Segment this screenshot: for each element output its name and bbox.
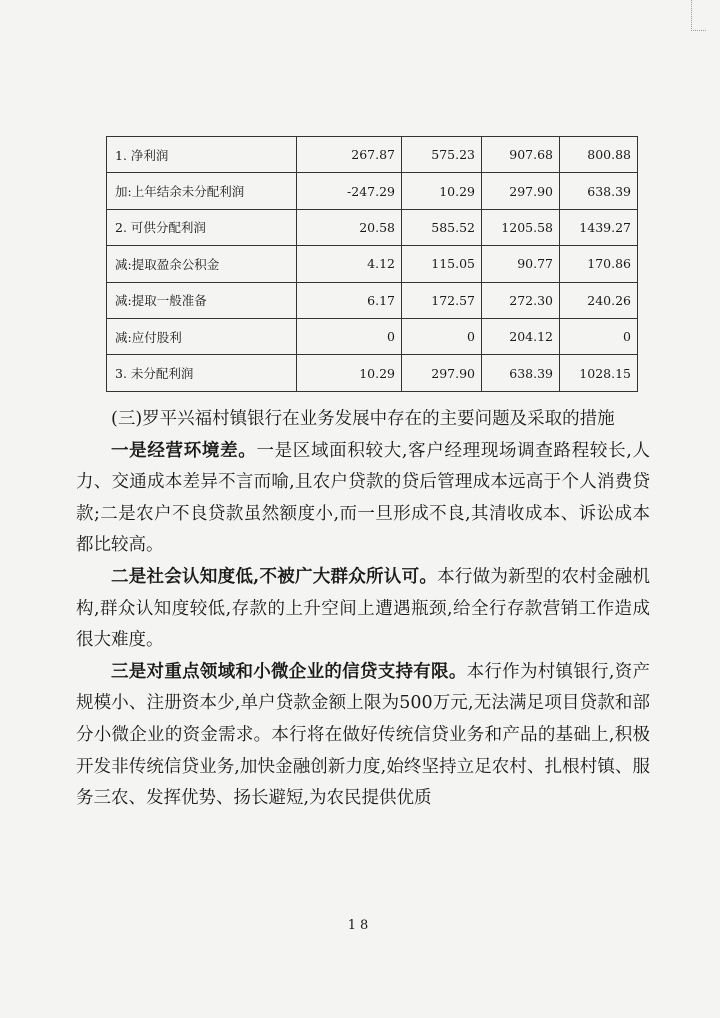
cell-value: 638.39 xyxy=(560,173,638,209)
table-row xyxy=(107,209,638,245)
section-heading: (三)罗平兴福村镇银行在业务发展中存在的主要问题及采取的措施 xyxy=(111,409,615,429)
cell-value: 267.87 xyxy=(297,137,402,173)
cell-value: 800.88 xyxy=(560,137,638,173)
cell-value: 240.26 xyxy=(560,282,638,318)
row-label: 3. 未分配利润 xyxy=(107,355,297,391)
row-label: 1. 净利润 xyxy=(107,137,297,173)
body-text xyxy=(76,404,650,815)
cell-value: 170.86 xyxy=(560,246,638,282)
cell-value: 0 xyxy=(402,318,482,354)
cell-value: 10.29 xyxy=(297,355,402,391)
cell-value: 575.23 xyxy=(402,137,482,173)
paragraph-text: 本行做为新型的农村金融机构,群众认知度较低,存款的上升空间上遭遇瓶颈,给全行存款营销工作造成很大难度。 xyxy=(76,566,651,651)
cell-value: 90.77 xyxy=(482,246,560,282)
cell-value: 115.05 xyxy=(402,246,482,282)
paragraph-lead: 一是经营环境差。 xyxy=(111,440,257,461)
paragraph-text: 本行作为村镇银行,资产规模小、注册资本少,单户贷款金额上限为500万元,无法满足项目贷款和部分小微企业的资金需求。本行将在做好传统信贷业务和产品的基础上,积极开发非传统信贷业务,加快金融创新力度,始终坚持立足农村、扎根村镇、服务三农、发挥优势、扬长避短,为农民提供优质 xyxy=(76,661,650,809)
page-number: 18 xyxy=(347,918,373,933)
cell-value: 907.68 xyxy=(482,137,560,173)
scan-corner-mark xyxy=(691,0,706,31)
cell-value: 6.17 xyxy=(297,282,402,318)
table-row xyxy=(107,318,638,354)
cell-value: 272.30 xyxy=(482,282,560,318)
row-label: 减:提取盈余公积金 xyxy=(107,246,297,282)
cell-value: 204.12 xyxy=(482,318,560,354)
cell-value: 4.12 xyxy=(297,246,402,282)
cell-value: 638.39 xyxy=(482,355,560,391)
paragraph-lead: 三是对重点领域和小微企业的信贷支持有限。 xyxy=(111,661,467,682)
table-row xyxy=(107,282,638,318)
cell-value: 20.58 xyxy=(297,209,402,245)
paragraph xyxy=(76,436,650,562)
cell-value: 1439.27 xyxy=(560,209,638,245)
table-row xyxy=(107,246,638,282)
row-label: 加:上年结余未分配利润 xyxy=(107,173,297,209)
profit-distribution-table xyxy=(106,136,638,392)
cell-value: 10.29 xyxy=(402,173,482,209)
cell-value: 585.52 xyxy=(402,209,482,245)
row-label: 减:提取一般准备 xyxy=(107,282,297,318)
paragraph-text: 一是区域面积较大,客户经理现场调查路程较长,人力、交通成本差异不言而喻,且农户贷款的贷后管理成本远高于个人消费贷款;二是农户不良贷款虽然额度小,而一旦形成不良,其清收成本、诉讼成本都比较高。 xyxy=(76,440,651,556)
row-label: 减:应付股利 xyxy=(107,318,297,354)
table-row xyxy=(107,137,638,173)
paragraph xyxy=(76,562,650,657)
cell-value: 172.57 xyxy=(402,282,482,318)
cell-value: 1205.58 xyxy=(482,209,560,245)
cell-value: 1028.15 xyxy=(560,355,638,391)
table-row xyxy=(107,173,638,209)
table-row xyxy=(107,355,638,391)
paragraph-lead: 二是社会认知度低,不被广大群众所认可。 xyxy=(111,566,438,587)
cell-value: 0 xyxy=(560,318,638,354)
cell-value: 0 xyxy=(297,318,402,354)
cell-value: 297.90 xyxy=(482,173,560,209)
paragraph xyxy=(76,657,650,815)
cell-value: 297.90 xyxy=(402,355,482,391)
cell-value: -247.29 xyxy=(297,173,402,209)
row-label: 2. 可供分配利润 xyxy=(107,209,297,245)
